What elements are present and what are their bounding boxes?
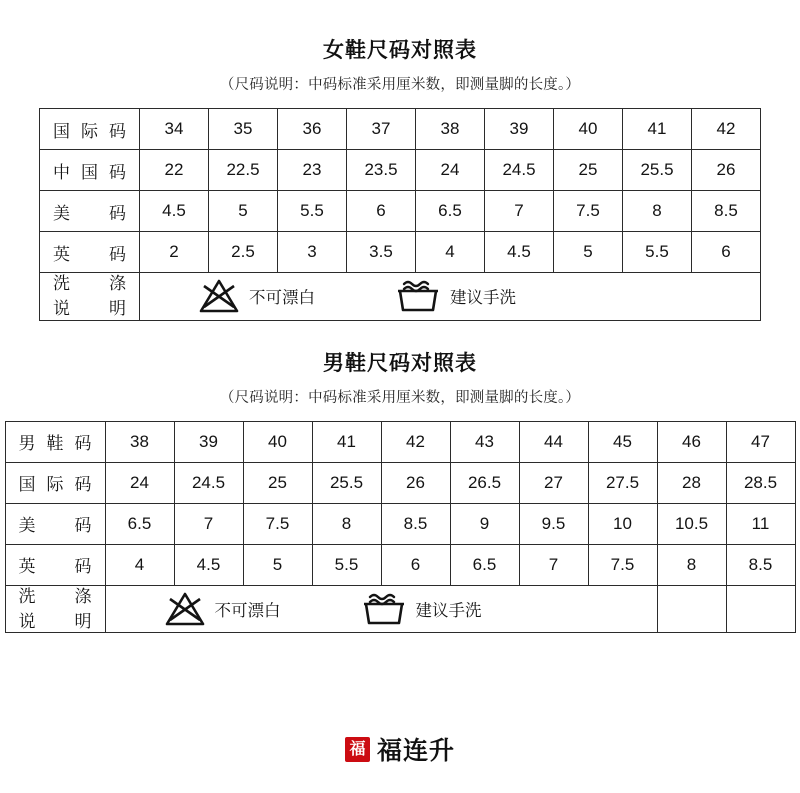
table-cell: 4.5 [174,544,243,585]
table-cell: 36 [278,109,347,150]
table-cell: 5 [554,232,623,273]
row-header-char: 码 [109,162,126,182]
table-cell: 7.5 [588,544,657,585]
table-cell: 5.5 [278,191,347,232]
table-cell: 8 [623,191,692,232]
table-cell: 6.5 [105,503,174,544]
row-header-cell [40,232,140,273]
wash-label-char: 说 [18,611,36,631]
empty-cell [657,585,726,633]
table-cell: 39 [174,421,243,462]
table-cell: 23.5 [347,150,416,191]
wash-care-label: 建议手洗 [415,601,482,620]
table-cell: 26 [381,462,450,503]
table-cell: 40 [554,109,623,150]
table-cell: 4.5 [140,191,209,232]
table-cell: 45 [588,421,657,462]
table-cell: 10.5 [657,503,726,544]
table-cell: 25.5 [623,150,692,191]
table-cell: 2 [140,232,209,273]
table-cell: 34 [140,109,209,150]
table-cell: 8.5 [726,544,795,585]
row-header-char: 国 [81,162,98,182]
table-cell: 9.5 [519,503,588,544]
table-cell: 28.5 [726,462,795,503]
table-cell: 6 [692,232,761,273]
women-size-section [0,0,800,321]
no-bleach-icon [164,591,206,627]
table-cell: 7 [485,191,554,232]
table-cell: 5.5 [312,544,381,585]
table-cell: 6 [381,544,450,585]
row-header-cell [40,150,140,191]
table-cell: 25 [243,462,312,503]
table-cell: 47 [726,421,795,462]
table-cell: 39 [485,109,554,150]
hand-wash-icon [395,278,441,314]
wash-care-label: 不可漂白 [249,289,315,308]
row-header-char: 美 [53,203,70,223]
row-header-cell [5,421,105,462]
row-header-char: 码 [109,244,126,264]
table-cell: 22 [140,150,209,191]
wash-care-content-cell [105,585,657,633]
wash-care-label: 不可漂白 [214,601,281,620]
empty-cell [726,585,795,633]
table-cell: 9 [450,503,519,544]
table-row [5,462,795,503]
table-cell: 8.5 [381,503,450,544]
row-header-char: 国 [18,475,36,494]
table-cell: 4 [105,544,174,585]
brand-footer [0,731,800,767]
table-cell: 27.5 [588,462,657,503]
table-cell: 42 [692,109,761,150]
row-header-char: 国 [53,121,70,141]
table-cell: 43 [450,421,519,462]
table-cell: 24.5 [485,150,554,191]
wash-label-char: 明 [109,299,126,319]
wash-care-header-cell [5,585,105,633]
wash-label-char: 涤 [109,274,126,293]
women-size-table [39,108,761,321]
table-cell: 35 [209,109,278,150]
row-header-char: 英 [18,557,36,576]
table-cell: 27 [519,462,588,503]
hand-wash-icon [361,591,407,627]
table-cell: 6.5 [416,191,485,232]
table-row [40,191,761,232]
table-cell: 4 [416,232,485,273]
table-cell: 37 [347,109,416,150]
table-cell: 11 [726,503,795,544]
row-header-cell [5,462,105,503]
table-cell: 6 [347,191,416,232]
table-cell: 24 [416,150,485,191]
row-header-cell [40,191,140,232]
row-header-char: 码 [74,516,92,535]
table-cell: 24.5 [174,462,243,503]
men-subtitle: （尺码说明：中码标准采用厘米数，即测量脚的长度。） [219,389,581,406]
table-cell: 3.5 [347,232,416,273]
table-row [5,544,795,585]
table-cell: 7.5 [554,191,623,232]
wash-care-item-no-bleach [164,591,281,627]
table-cell: 44 [519,421,588,462]
table-cell: 26 [692,150,761,191]
table-row [40,109,761,150]
no-bleach-icon [198,278,240,314]
row-header-cell [5,503,105,544]
men-size-section [0,321,800,634]
table-cell: 8.5 [692,191,761,232]
table-cell: 25 [554,150,623,191]
row-header-char: 码 [74,434,92,453]
row-header-char: 码 [74,557,92,576]
table-cell: 7 [174,503,243,544]
table-cell: 41 [312,421,381,462]
table-cell: 46 [657,421,726,462]
wash-label-char: 明 [74,611,92,631]
wash-care-item-hand-wash [395,278,516,314]
row-header-cell [40,109,140,150]
men-size-table [5,421,796,634]
row-header-char: 码 [109,121,126,141]
wash-care-content-cell [140,273,761,321]
table-cell: 7 [519,544,588,585]
men-title: 男鞋尺码对照表 [323,351,477,375]
table-cell: 8 [312,503,381,544]
wash-label-char: 涤 [74,586,92,606]
table-cell: 25.5 [312,462,381,503]
wash-label-char: 洗 [53,274,70,293]
wash-care-item-no-bleach [198,278,315,314]
table-row [5,503,795,544]
table-cell: 24 [105,462,174,503]
table-cell: 38 [416,109,485,150]
table-cell: 38 [105,421,174,462]
table-cell: 3 [278,232,347,273]
row-header-char: 际 [46,475,64,494]
wash-care-row [5,585,795,633]
table-cell: 5 [209,191,278,232]
table-cell: 42 [381,421,450,462]
women-title: 女鞋尺码对照表 [323,39,477,62]
table-row [40,150,761,191]
table-row [5,421,795,462]
row-header-char: 鞋 [46,434,64,453]
table-cell: 40 [243,421,312,462]
table-cell: 8 [657,544,726,585]
table-cell: 5 [243,544,312,585]
table-cell: 41 [623,109,692,150]
table-cell: 6.5 [450,544,519,585]
brand-logo-icon: 福 [345,737,370,762]
row-header-char: 际 [81,121,98,141]
table-cell: 23 [278,150,347,191]
wash-care-row [40,273,761,321]
wash-label-char: 洗 [18,586,36,606]
row-header-char: 码 [74,475,92,494]
table-row [40,232,761,273]
row-header-char: 英 [53,244,70,264]
table-cell: 26.5 [450,462,519,503]
table-cell: 2.5 [209,232,278,273]
table-cell: 28 [657,462,726,503]
table-cell: 7.5 [243,503,312,544]
brand-name: 福连升 [376,737,455,765]
table-cell: 5.5 [623,232,692,273]
row-header-cell [5,544,105,585]
table-cell: 22.5 [209,150,278,191]
row-header-char: 男 [18,434,36,453]
table-cell: 10 [588,503,657,544]
table-cell: 4.5 [485,232,554,273]
row-header-char: 码 [109,203,126,223]
wash-label-char: 说 [53,299,70,319]
wash-care-header-cell [40,273,140,321]
row-header-char: 美 [18,516,36,535]
wash-care-label: 建议手洗 [450,289,516,308]
wash-care-item-hand-wash [361,591,482,627]
women-subtitle: （尺码说明：中码标准采用厘米数，即测量脚的长度。） [219,77,581,93]
row-header-char: 中 [53,162,70,182]
